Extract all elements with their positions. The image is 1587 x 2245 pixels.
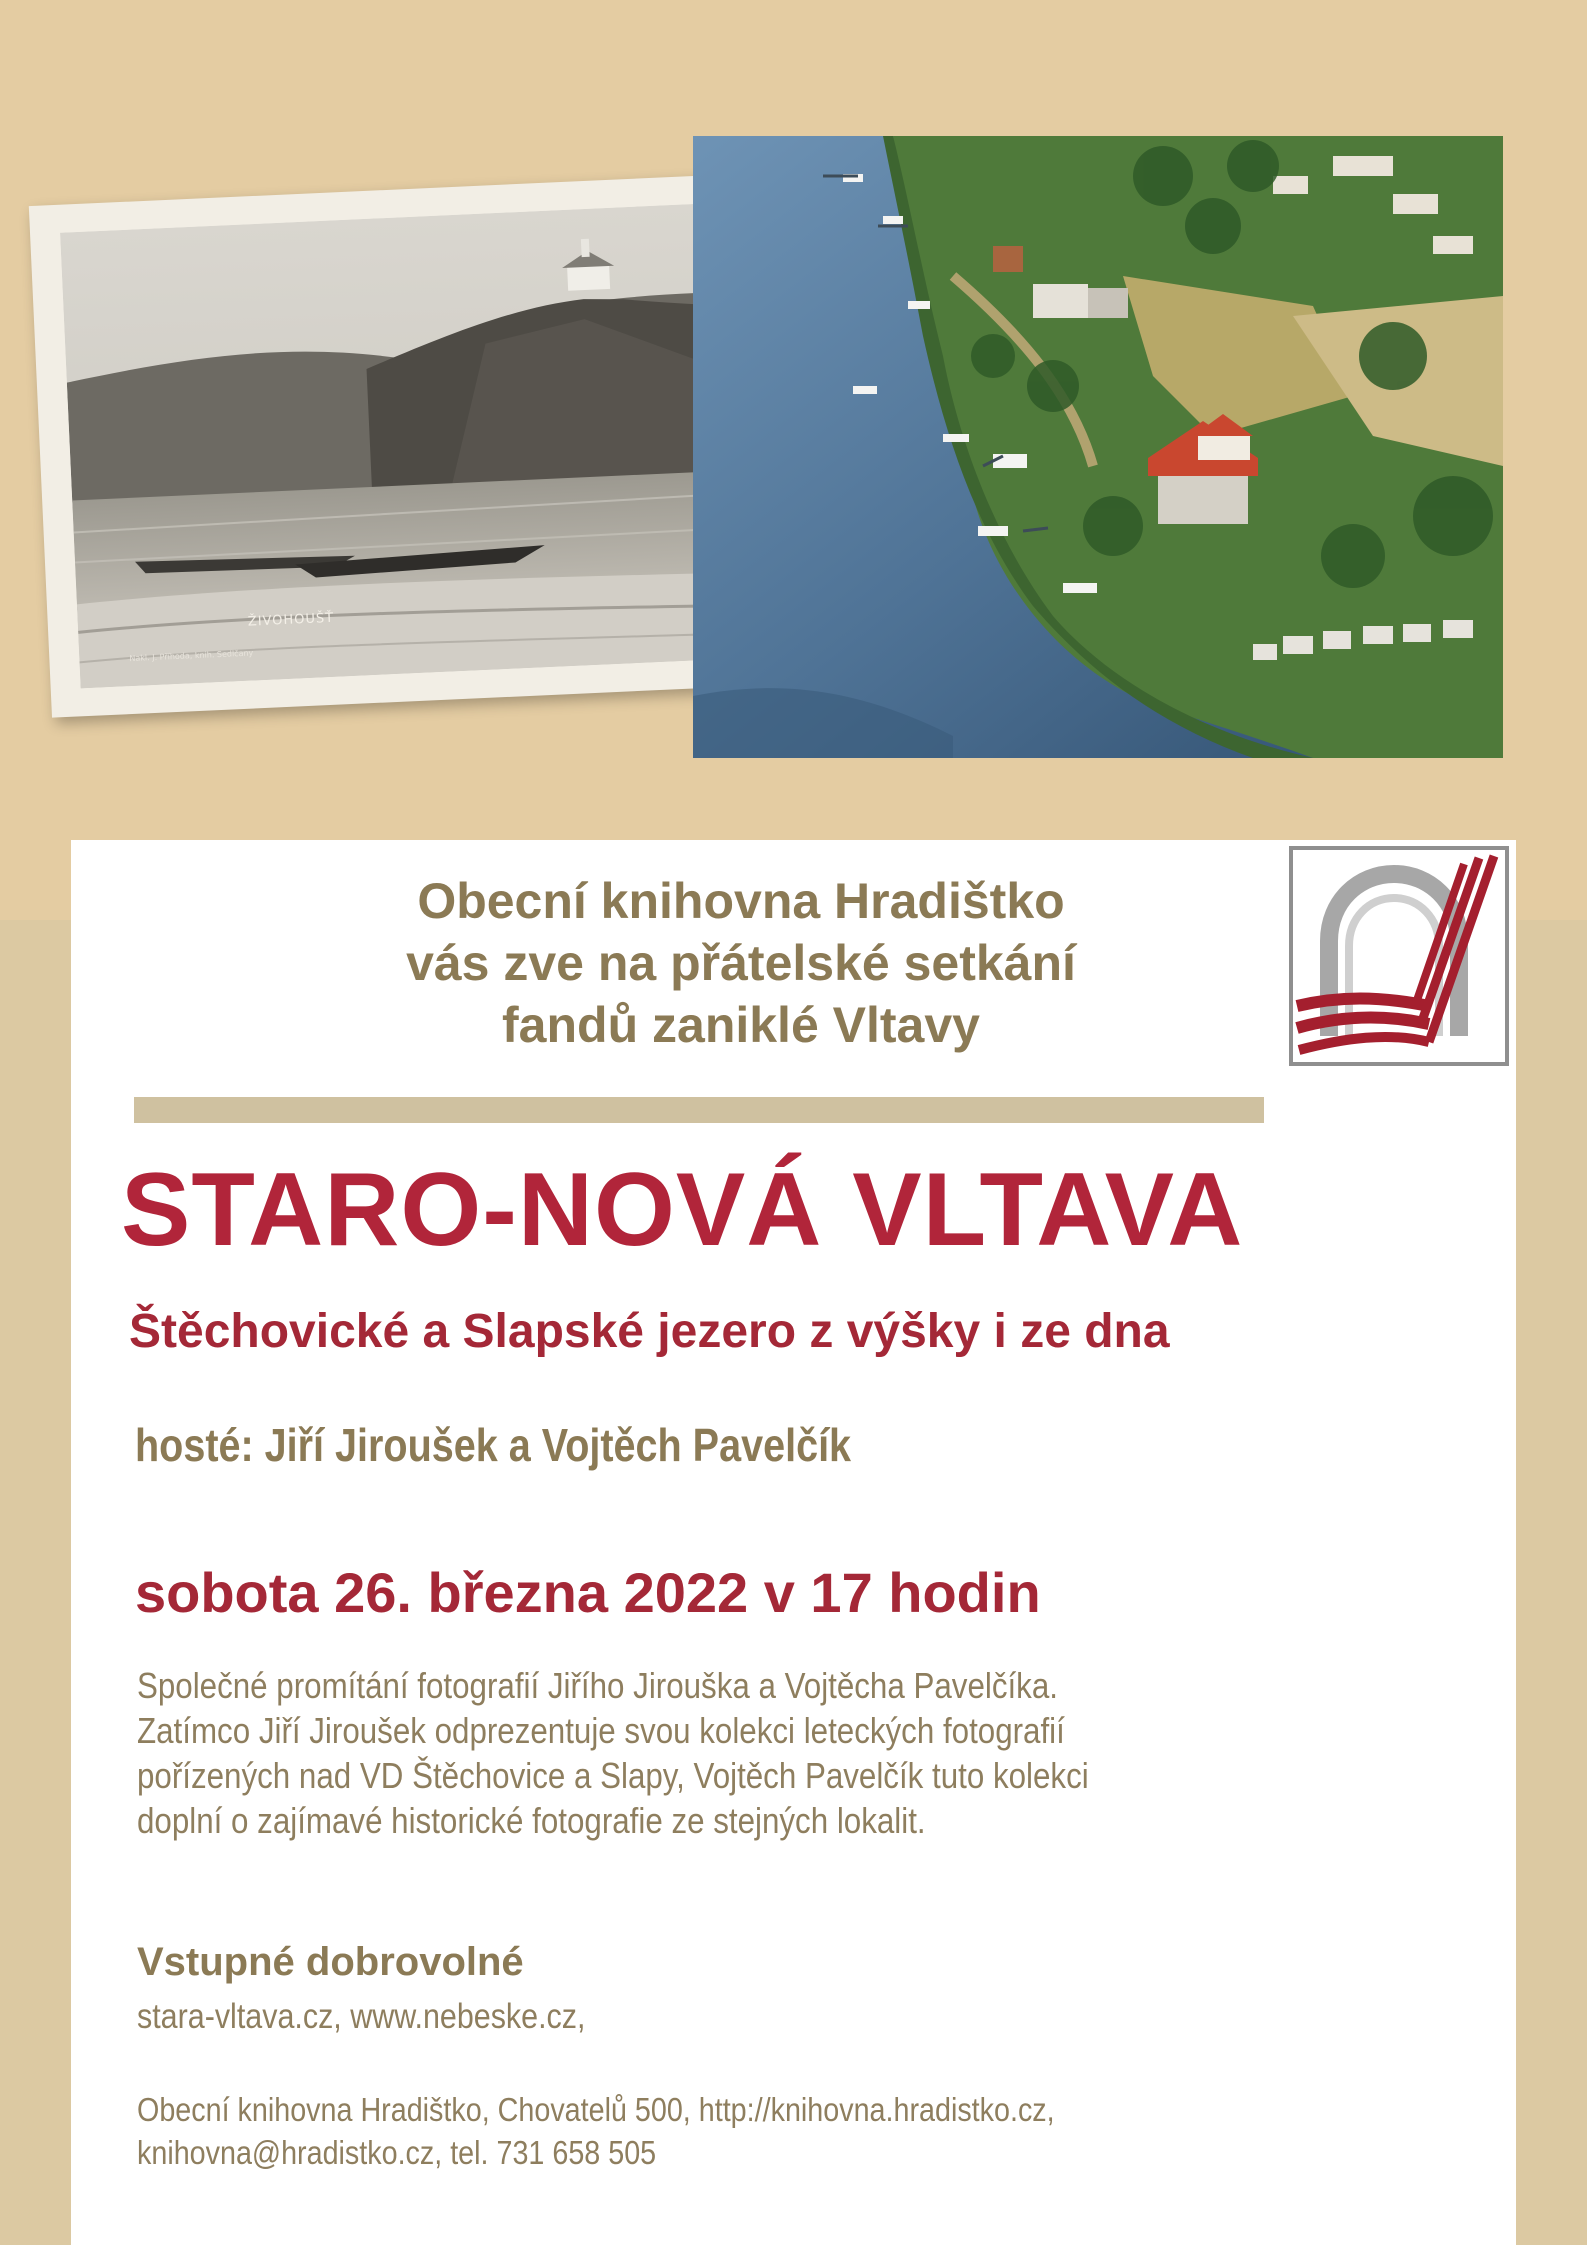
divider-bar — [134, 1097, 1264, 1123]
aerial-photo-image — [693, 136, 1503, 758]
event-description — [137, 1663, 1164, 1843]
description-line: Společné promítání fotografií Jiřího Jirouška a Vojtěcha Pavelčíka. — [137, 1665, 1058, 1706]
postcard-caption: ŽIVOHOUŠŤ — [247, 610, 335, 630]
intro-line: fandů zaniklé Vltavy — [502, 997, 980, 1053]
event-subtitle: Štěchovické a Slapské jezero z výšky i ze dna — [129, 1305, 1170, 1358]
description-line: Zatímco Jiří Jiroušek odprezentuje svou kolekci leteckých fotografií — [137, 1710, 1065, 1751]
intro-heading — [241, 870, 1241, 1056]
event-date: sobota 26. března 2022 v 17 hodin — [135, 1561, 1041, 1624]
invitation-card — [71, 840, 1516, 2245]
intro-line: vás zve na přátelské setkání — [406, 935, 1076, 991]
library-logo-icon — [1289, 846, 1509, 1066]
website-links: stara-vltava.cz, www.nebeske.cz, — [137, 1997, 586, 2036]
contact-line: Obecní knihovna Hradištko, Chovatelů 500, http://knihovna.hradistko.cz, — [137, 2091, 1055, 2128]
contact-info — [137, 2088, 1251, 2174]
intro-line: Obecní knihovna Hradištko — [417, 873, 1065, 929]
description-line: pořízených nad VD Štěchovice a Slapy, Vojtěch Pavelčík tuto kolekci — [137, 1755, 1089, 1796]
postcard-credit: Nakl. J. Příhoda, knih. Sedlčany — [129, 648, 254, 664]
admission-note: Vstupné dobrovolné — [137, 1940, 524, 1984]
aerial-photo — [693, 136, 1503, 758]
description-line: doplní o zajímavé historické fotografie ze stejných lokalit. — [137, 1800, 926, 1841]
contact-line: knihovna@hradistko.cz, tel. 731 658 505 — [137, 2134, 657, 2171]
guests-line: hosté: Jiří Jiroušek a Vojtěch Pavelčík — [135, 1419, 852, 1471]
event-title: STARO-NOVÁ VLTAVA — [121, 1152, 1244, 1268]
